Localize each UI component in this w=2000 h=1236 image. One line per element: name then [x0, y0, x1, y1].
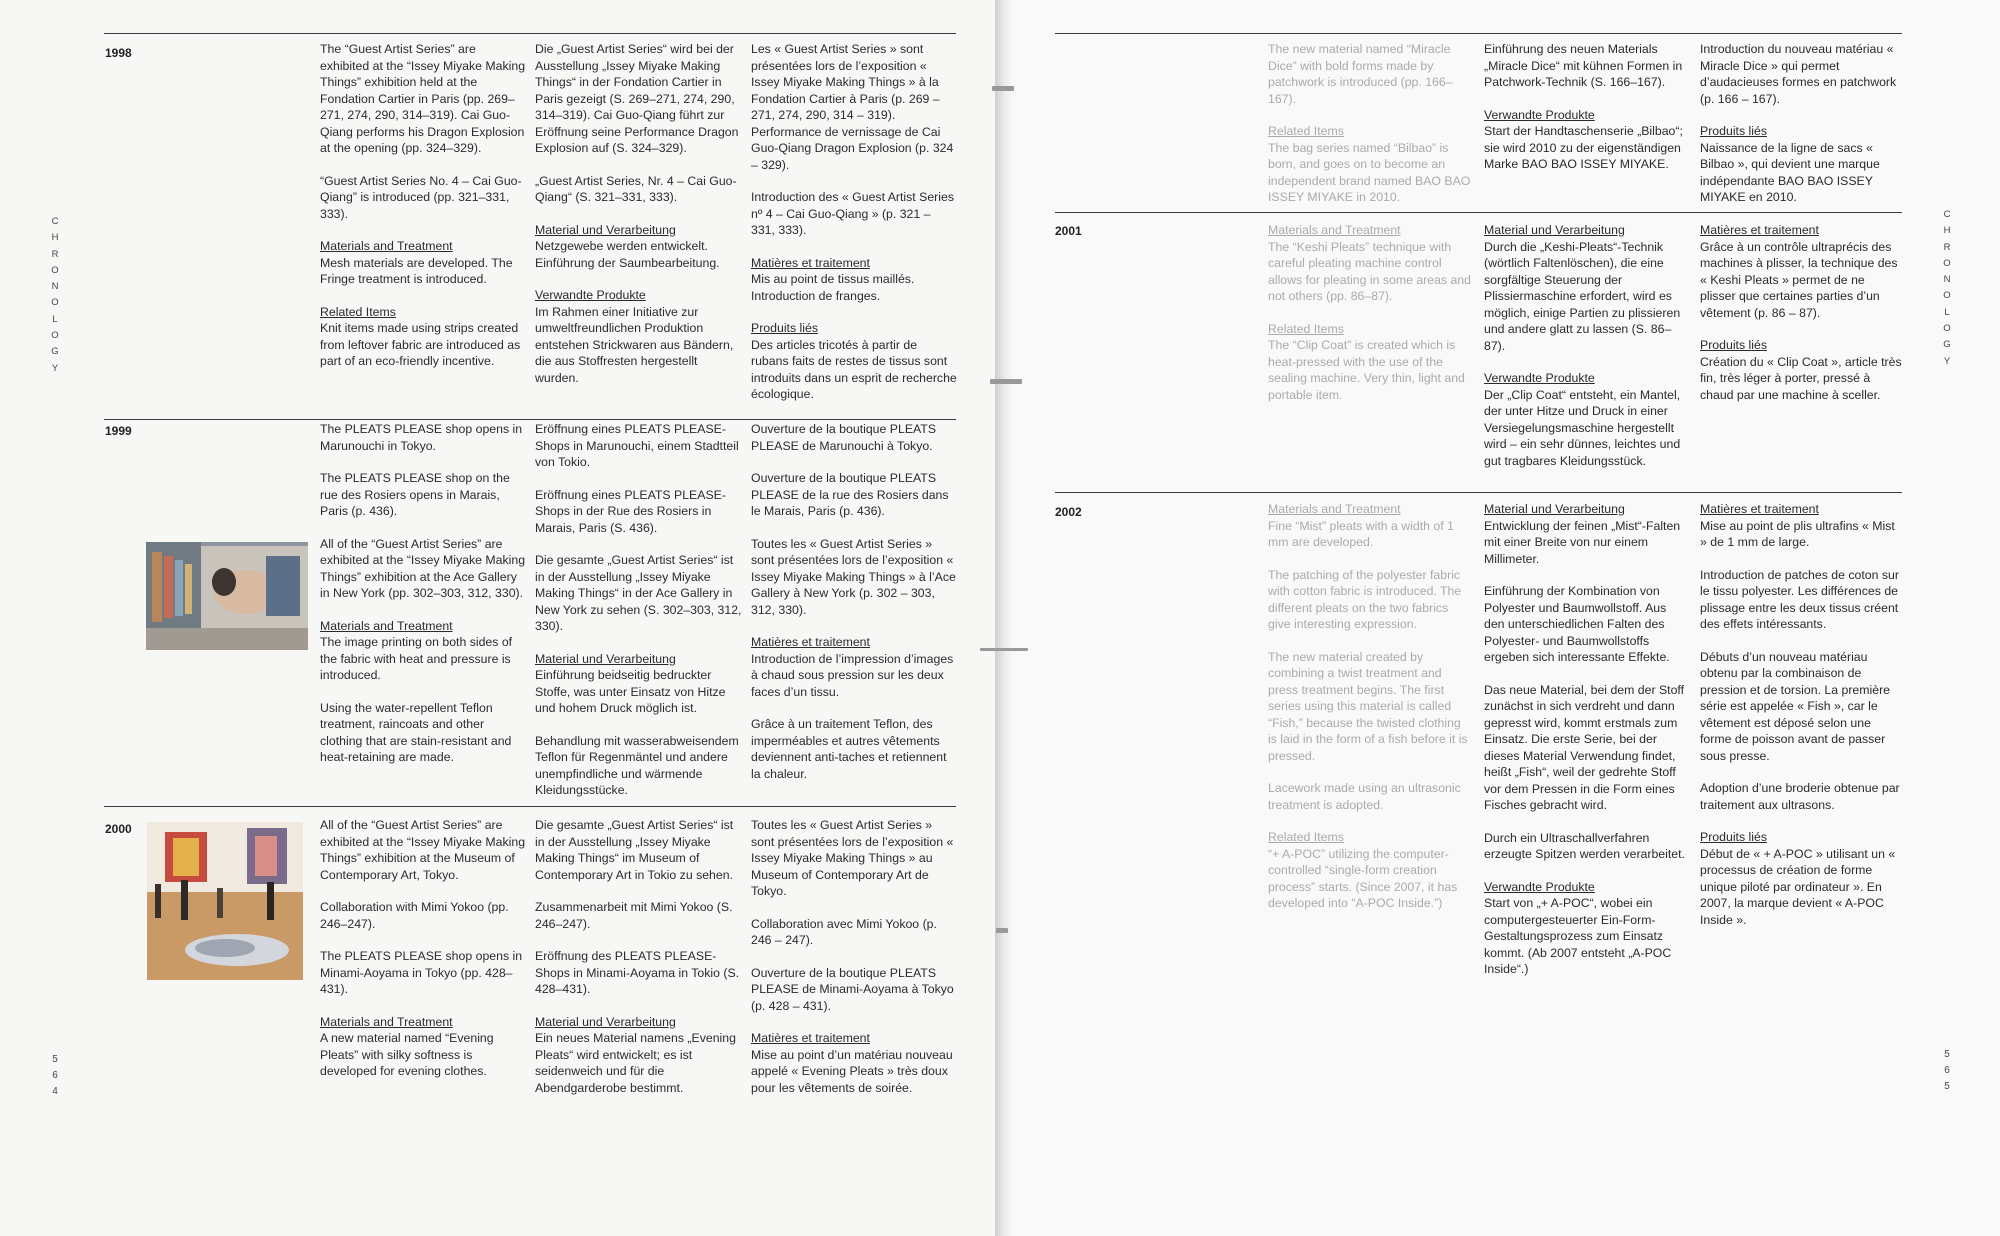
- paragraph: [751, 421, 957, 454]
- entry-fr: [751, 41, 957, 419]
- paragraph-text: The PLEATS PLEASE shop on the rue des Rosiers opens in Marais, Paris (p. 436).: [320, 471, 510, 518]
- paragraph-text: Der „Clip Coat“ entsteht, ein Mantel, der unter Hitze und Druck in einer Versiegelungsmaschine hergestellt wird – ein sehr dünnes, leichtes und gut tragbares Kleidungsstück.: [1484, 387, 1681, 468]
- entry-en: [320, 421, 526, 782]
- paragraph-text: Mesh materials are developed. The Fringe treatment is introduced.: [320, 255, 513, 286]
- year-label: 2002: [1055, 505, 1082, 519]
- page-number-right: [1941, 1047, 1953, 1095]
- section-heading: Matières et traitement: [751, 1031, 870, 1045]
- paragraph-text: Die gesamte „Guest Artist Series“ ist in der Ausstellung „Issey Miyake Making Things“ in der Ace Gallery in New York zu sehen (S. 302–303, 312, 330).: [535, 553, 742, 633]
- section-heading: Matières et traitement: [1700, 223, 1819, 237]
- side-letter: N: [1943, 274, 1951, 286]
- side-letter: 6: [1944, 1065, 1950, 1076]
- year-label: 1999: [105, 424, 132, 438]
- paragraph: [1268, 780, 1472, 813]
- section-heading: Materials and Treatment: [320, 618, 453, 633]
- section-paragraph: [320, 618, 526, 684]
- section-paragraph: [535, 287, 743, 386]
- entry-de: [535, 421, 743, 815]
- paragraph-text: The new material created by combining a twist treatment and press treatment begins. The first series using this material is called “Fish,” because the twisted clothing is laid in the form of a fish before it is pressed.: [1268, 649, 1468, 763]
- section-paragraph: [1484, 107, 1690, 173]
- section-paragraph: [1484, 879, 1690, 978]
- paragraph: [1268, 41, 1472, 107]
- side-letter: C: [1943, 209, 1951, 220]
- paragraph: [1700, 780, 1902, 813]
- section-heading: Matières et traitement: [751, 635, 870, 649]
- paragraph-text: „Guest Artist Series, Nr. 4 – Cai Guo-Qiang“ (S. 321–331, 333).: [535, 173, 737, 204]
- paragraph-text: Naissance de la ligne de sacs « Bilbao », qui devient une marque indépendante BAO BAO ISSEY MIYAKE en 2010.: [1700, 140, 1880, 204]
- paragraph-text: Création du « Clip Coat », article très fin, très léger à porter, pressé à chaud par une machine à sceller.: [1700, 354, 1902, 402]
- side-letter: O: [51, 264, 59, 276]
- paragraph: [535, 899, 743, 932]
- paragraph-text: “Guest Artist Series No. 4 – Cai Guo-Qiang” is introduced (pp. 321–331, 333).: [320, 173, 522, 221]
- year-label: 2000: [105, 822, 132, 836]
- side-letter: L: [52, 313, 58, 325]
- binder-clip: [980, 648, 1028, 651]
- paragraph-text: Ouverture de la boutique PLEATS PLEASE de la rue des Rosiers dans le Marais, Paris (p. 436).: [751, 471, 949, 518]
- section-heading: Materials and Treatment: [1268, 502, 1401, 516]
- section-heading: Material und Verarbeitung: [535, 222, 676, 237]
- paragraph: [1484, 682, 1690, 814]
- section-paragraph: [1484, 370, 1690, 469]
- side-letter: H: [1943, 225, 1951, 237]
- paragraph-text: Adoption d’une broderie obtenue par traitement aux ultrasons.: [1700, 781, 1900, 812]
- section-paragraph: [751, 634, 957, 700]
- paragraph: [535, 733, 743, 799]
- rule-2002: [1055, 492, 1902, 493]
- page-number-left: [49, 1052, 61, 1100]
- entry-en: [1268, 222, 1472, 419]
- section-heading: Materials and Treatment: [320, 1014, 453, 1029]
- entry-en: [320, 817, 526, 1096]
- paragraph: [751, 817, 957, 900]
- section-paragraph: [1700, 337, 1902, 403]
- paragraph: [751, 470, 957, 520]
- paragraph-text: Das neue Material, bei dem der Stoff zunächst in sich verdreht und dann gepresst wird, kommt erstmals zum Einsatz. Die erste Serie, bei der dieses Material Verwendung findet, heißt „Fish“, weil der gedrehte Stoff vor dem Pressen in die Form eines Fisches gebracht wird.: [1484, 682, 1685, 812]
- paragraph-text: Collaboration avec Mimi Yokoo (p. 246 – 247).: [751, 916, 937, 947]
- section-heading: Produits liés: [751, 321, 818, 335]
- paragraph-text: Introduction des « Guest Artist Series nº 4 – Cai Guo-Qiang » (p. 321 – 331, 333).: [751, 190, 955, 237]
- paragraph: [751, 916, 957, 949]
- paragraph: [535, 948, 743, 998]
- paragraph: [320, 421, 526, 454]
- paragraph-text: Netzgewebe werden entwickelt. Einführung der Saumbearbeitung.: [535, 239, 720, 270]
- section-paragraph: [1484, 222, 1690, 354]
- paragraph: [751, 536, 957, 619]
- entry-de: [1484, 222, 1690, 485]
- entry-en: [1268, 501, 1472, 928]
- section-paragraph: [751, 320, 957, 403]
- entry-de: [1484, 41, 1690, 189]
- section-heading: Produits liés: [1700, 338, 1767, 352]
- paragraph: [1700, 41, 1902, 107]
- paragraph-text: Zusammenarbeit mit Mimi Yokoo (S. 246–247).: [535, 900, 733, 931]
- paragraph-text: Using the water-repellent Teflon treatment, raincoats and other clothing that are stain-resistant and heat-retaining are made.: [320, 700, 512, 764]
- paragraph-text: Collaboration with Mimi Yokoo (pp. 246–247).: [320, 900, 509, 931]
- paragraph: [751, 41, 957, 173]
- paragraph-text: The “Guest Artist Series” are exhibited at the “Issey Miyake Making Things” exhibition held at the Fondation Cartier in Paris (pp. 269–271, 274, 290, 314–319). Cai Guo-Qiang performs his Dragon Explosion at the opening (pp. 324–329).: [320, 42, 526, 155]
- paragraph-text: Ouverture de la boutique PLEATS PLEASE de Minami-Aoyama à Tokyo (p. 428 – 431).: [751, 965, 954, 1013]
- paragraph-text: The PLEATS PLEASE shop opens in Minami-Aoyama in Tokyo (pp. 428–431).: [320, 949, 523, 996]
- side-letter: G: [1943, 339, 1951, 351]
- section-paragraph: [1268, 321, 1472, 404]
- paragraph-text: Lacework made using an ultrasonic treatment is adopted.: [1268, 781, 1461, 812]
- section-heading: Material und Verarbeitung: [535, 651, 676, 666]
- paragraph: [751, 716, 957, 782]
- section-heading: Material und Verarbeitung: [1484, 502, 1625, 516]
- binder-clip: [992, 86, 1014, 91]
- entry-en: [1268, 41, 1472, 222]
- section-heading: Verwandte Produkte: [1484, 371, 1595, 385]
- paragraph-text: All of the “Guest Artist Series” are exhibited at the “Issey Miyake Making Things” exhibition at the Ace Gallery in New York (pp. 302–303, 312, 330).: [320, 536, 526, 600]
- section-heading: Material und Verarbeitung: [1484, 223, 1625, 237]
- paragraph: [535, 487, 743, 537]
- paragraph-text: The “Keshi Pleats” technique with careful pleating machine control allows for pleating in some areas and not others (pp. 86–87).: [1268, 239, 1472, 303]
- chronology-side-label-left: [49, 214, 61, 377]
- paragraph: [1700, 567, 1902, 633]
- paragraph-text: Start der Handtaschenserie „Bilbao“; sie wird 2010 zu der eigenständigen Marke BAO BAO ISSEY MIYAKE.: [1484, 124, 1683, 171]
- paragraph-text: Introduction de patches de coton sur le tissu polyester. Les différences de plissage entre les deux tissus créent des effets intéressants.: [1700, 567, 1899, 631]
- section-paragraph: [320, 1014, 526, 1080]
- paragraph-text: Knit items made using strips created from leftover fabric are introduced as part of an eco-friendly incentive.: [320, 321, 521, 368]
- entry-de: [1484, 501, 1690, 994]
- section-heading: Related Items: [1268, 321, 1344, 336]
- side-letter: O: [51, 297, 59, 309]
- paragraph-text: Mis au point de tissus maillés. Introduction de franges.: [751, 272, 915, 303]
- paragraph-text: Des articles tricotés à partir de rubans faits de restes de tissus sont introduits dans un esprit de recherche écologique.: [751, 337, 957, 401]
- entry-fr: [751, 421, 957, 798]
- paragraph-text: Einführung beidseitig bedruckter Stoffe, was unter Einsatz von Hitze und hohem Druck möglich ist.: [535, 668, 726, 715]
- paragraph: [1700, 649, 1902, 765]
- paragraph: [535, 817, 743, 883]
- book-gutter: [995, 0, 1011, 1236]
- entry-fr: [1700, 501, 1902, 944]
- binder-clip: [990, 379, 1022, 384]
- paragraph-text: Die gesamte „Guest Artist Series“ ist in der Ausstellung „Issey Miyake Making Things“ im Museum of Contemporary Art in Tokio zu sehen.: [535, 818, 734, 882]
- side-letter: C: [51, 216, 59, 227]
- section-heading: Verwandte Produkte: [1484, 879, 1595, 894]
- side-letter: O: [1943, 323, 1951, 335]
- section-heading: Related Items: [1268, 124, 1344, 138]
- section-paragraph: [1700, 123, 1902, 206]
- paragraph-text: All of the “Guest Artist Series” are exhibited at the “Issey Miyake Making Things” exhibition at the Museum of Contemporary Art, Tokyo.: [320, 818, 526, 882]
- section-heading: Related Items: [1268, 830, 1344, 844]
- side-letter: 4: [52, 1086, 58, 1097]
- paragraph-text: The patching of the polyester fabric with cotton fabric is introduced. The different pleats on the two fabrics give interesting expression.: [1268, 567, 1462, 631]
- paragraph-text: Ouverture de la boutique PLEATS PLEASE de Marunouchi à Tokyo.: [751, 422, 937, 453]
- paragraph: [1268, 567, 1472, 633]
- paragraph: [320, 470, 526, 520]
- section-paragraph: [1268, 501, 1472, 551]
- paragraph-text: The PLEATS PLEASE shop opens in Marunouchi in Tokyo.: [320, 422, 523, 453]
- entry-de: [535, 41, 743, 402]
- paragraph-text: The new material named “Miracle Dice” with bold forms made by patchwork is introduced (pp. 166–167).: [1268, 42, 1453, 106]
- side-letter: 5: [52, 1054, 58, 1065]
- side-letter: Y: [51, 362, 59, 374]
- paragraph-text: A new material named “Evening Pleats” with silky softness is developed for evening clothes.: [320, 1031, 494, 1078]
- side-letter: H: [51, 232, 59, 244]
- section-heading: Material und Verarbeitung: [535, 1014, 676, 1029]
- section-heading: Materials and Treatment: [320, 239, 453, 253]
- paragraph-text: The bag series named “Bilbao” is born, and goes on to become an independent brand named BAO BAO ISSEY MIYAKE in 2010.: [1268, 140, 1471, 204]
- paragraph-text: Introduction du nouveau matériau « Miracle Dice » qui permet d’audacieuses formes en patchwork (p. 166 – 167).: [1700, 42, 1897, 106]
- rule-2000: [104, 806, 956, 807]
- section-paragraph: [751, 255, 957, 305]
- section-paragraph: [320, 304, 526, 370]
- side-letter: L: [1944, 306, 1950, 318]
- section-paragraph: [1700, 829, 1902, 928]
- paragraph-text: Eröffnung eines PLEATS PLEASE-Shops in der Rue des Rosiers in Marais, Paris (S. 436).: [535, 487, 726, 535]
- entry-fr: [751, 817, 957, 1112]
- side-letter: R: [51, 248, 59, 260]
- paragraph-text: Behandlung mit wasserabweisendem Teflon für Regenmäntel und andere unempfindliche und wärmende Kleidungsstücke.: [535, 733, 739, 797]
- paragraph-text: “+ A-POC” utilizing the computer-controlled “single-form creation process” starts. (Since 2007, it has developed into “A-POC Inside.”): [1268, 846, 1458, 910]
- paragraph: [535, 421, 743, 471]
- paragraph: [320, 173, 526, 223]
- paragraph-text: Mise au point d’un matériau nouveau appelé « Evening Pleats » très doux pour les vêtements de soirée.: [751, 1047, 953, 1095]
- entry-en: [320, 41, 526, 386]
- paragraph: [320, 536, 526, 602]
- rule-top-right: [1055, 33, 1902, 34]
- year-label: 1998: [105, 46, 132, 60]
- paragraph-text: Entwicklung der feinen „Mist“-Falten mit einer Breite von nur einem Millimeter.: [1484, 518, 1681, 566]
- paragraph: [751, 965, 957, 1015]
- exhibition-photo-museum-tokyo: [147, 822, 303, 980]
- entry-fr: [1700, 222, 1902, 419]
- section-paragraph: [1268, 123, 1472, 206]
- paragraph-text: Start von „+ A-POC“, wobei ein computergesteuerter Ein-Form-Gestaltungsprozess zum Einsatz kommt. (Ab 2007 entsteht „A-POC Inside“.): [1484, 896, 1672, 976]
- paragraph-text: Fine “Mist” pleats with a width of 1 mm are developed.: [1268, 518, 1454, 549]
- paragraph: [320, 817, 526, 883]
- section-heading: Matières et traitement: [751, 255, 870, 270]
- side-letter: 5: [1944, 1081, 1950, 1092]
- paragraph: [320, 41, 526, 157]
- section-paragraph: [1700, 222, 1902, 321]
- paragraph: [751, 189, 957, 239]
- section-heading: Materials and Treatment: [1268, 223, 1401, 237]
- section-paragraph: [751, 1030, 957, 1096]
- year-label: 2001: [1055, 224, 1082, 238]
- side-letter: G: [51, 346, 59, 358]
- paragraph-text: Introduction de l’impression d’images à chaud sous pression sur les deux faces d’un tissu.: [751, 651, 954, 699]
- paragraph-text: Einführung der Kombination von Polyester und Baumwollstoff. Aus den unterschiedlichen Falten des Polyester- und Baumwollstoffs ergeben sich interessante Effekte.: [1484, 584, 1670, 664]
- section-paragraph: [535, 1014, 743, 1097]
- paragraph-text: Ein neues Material namens „Evening Pleats“ wird entwickelt; es ist seidenweich und für die Abendgarderobe bestimmt.: [535, 1031, 736, 1095]
- paragraph: [535, 173, 743, 206]
- paragraph: [1268, 649, 1472, 765]
- side-letter: Y: [1943, 355, 1951, 367]
- paragraph-text: Eröffnung eines PLEATS PLEASE-Shops in Marunouchi, einem Stadtteil von Tokio.: [535, 422, 739, 469]
- side-letter: O: [51, 330, 59, 342]
- section-heading: Verwandte Produkte: [1484, 107, 1595, 122]
- rule-top-left: [104, 33, 956, 34]
- paragraph-text: The “Clip Coat” is created which is heat-pressed with the use of the sealing machine. Very thin, light and portable item.: [1268, 338, 1465, 402]
- paragraph-text: Grâce à un traitement Teflon, des imperméables et autres vêtements deviennent anti-taches et retiennent la chaleur.: [751, 717, 947, 781]
- section-paragraph: [1700, 501, 1902, 551]
- side-letter: R: [1943, 241, 1951, 253]
- paragraph-text: Début de « + A-POC » utilisant un « processus de création de forme unique piloté par ordinateur ». En 2007, la marque devient « A-POC Inside ».: [1700, 846, 1896, 927]
- section-heading: Related Items: [320, 304, 396, 319]
- chronology-side-label-right: [1941, 207, 1953, 370]
- exhibition-photo-ace-gallery: [146, 542, 308, 650]
- paragraph-text: Mise au point de plis ultrafins « Mist » de 1 mm de large.: [1700, 518, 1895, 549]
- side-letter: N: [51, 281, 59, 293]
- paragraph-text: Eröffnung des PLEATS PLEASE-Shops in Minami-Aoyama in Tokio (S. 428–431).: [535, 949, 740, 996]
- section-heading: Verwandte Produkte: [535, 288, 646, 302]
- paragraph-text: Débuts d’un nouveau matériau obtenu par la combinaison de pression et de torsion. La première série est appelée « Fish », car le vêtement est déposé selon une forme de poisson avant de passer sous presse.: [1700, 649, 1891, 763]
- section-paragraph: [535, 222, 743, 272]
- side-letter: 5: [1944, 1049, 1950, 1060]
- entry-de: [535, 817, 743, 1112]
- paragraph: [1484, 41, 1690, 91]
- paragraph: [320, 700, 526, 766]
- side-letter: O: [1943, 290, 1951, 302]
- paragraph-text: Durch ein Ultraschallverfahren erzeugte Spitzen werden verarbeitet.: [1484, 830, 1685, 861]
- paragraph-text: Grâce à un contrôle ultraprécis des machines à plisser, la technique des « Keshi Pleats » permet de ne plisser que certaines parties d’un vêtement (p. 86 – 87).: [1700, 239, 1898, 320]
- paragraph-text: Toutes les « Guest Artist Series » sont présentées lors de l’exposition « Issey Miyake Making Things » au Museum of Contemporary Art de Tokyo.: [751, 818, 954, 898]
- section-paragraph: [535, 651, 743, 717]
- section-paragraph: [320, 238, 526, 288]
- side-letter: 6: [52, 1070, 58, 1081]
- rule-1999: [104, 419, 956, 420]
- paragraph: [320, 948, 526, 998]
- paragraph: [320, 899, 526, 932]
- paragraph: [1484, 583, 1690, 666]
- section-paragraph: [1268, 829, 1472, 912]
- paragraph-text: Toutes les « Guest Artist Series » sont présentées lors de l’exposition « Issey Miyake Making Things » à l’Ace Gallery à New York (p. 302 – 303, 312, 330).: [751, 536, 956, 617]
- paragraph-text: Im Rahmen einer Initiative zur umweltfreundlichen Produktion entstehen Strickwaren aus Bändern, die aus Stoffresten hergestellt wurden.: [535, 304, 734, 385]
- paragraph: [535, 41, 743, 157]
- paragraph: [535, 552, 743, 635]
- binder-clip: [996, 928, 1008, 933]
- section-heading: Produits liés: [1700, 830, 1767, 844]
- side-letter: O: [1943, 257, 1951, 269]
- paragraph-text: Les « Guest Artist Series » sont présentées lors de l’exposition « Issey Miyake Making Things » à la Fondation Cartier à Paris (p. 269 – 271, 274, 290, 314 – 319). Performance de vernissage de Cai Guo-Qiang Dragon Explosion (p. 324 – 329).: [751, 42, 954, 172]
- paragraph-text: Durch die „Keshi-Pleats“-Technik (wörtlich Faltenlöschen), die eine sorgfältige Steuerung der Plissiermaschine erfordert, wird es möglich, einige Partien zu plissieren und andere glatt zu lassen (S. 86–87).: [1484, 239, 1681, 353]
- entry-fr: [1700, 41, 1902, 222]
- section-heading: Produits liés: [1700, 124, 1767, 138]
- paragraph-text: Die „Guest Artist Series“ wird bei der Ausstellung „Issey Miyake Making Things“ in der Fondation Cartier in Paris gezeigt (S. 269–271, 274, 290, 314–319). Cai Guo-Qiang führt zur Eröffnung seine Performance Dragon Explosion auf (S. 324–329).: [535, 42, 739, 155]
- section-heading: Matières et traitement: [1700, 502, 1819, 516]
- paragraph-text: Einführung des neuen Materials „Miracle Dice“ mit kühnen Formen in Patchwork-Technik (S. 166–167).: [1484, 42, 1683, 89]
- section-paragraph: [1268, 222, 1472, 305]
- paragraph-text: The image printing on both sides of the fabric with heat and pressure is introduced.: [320, 635, 513, 682]
- paragraph: [1484, 830, 1690, 863]
- section-paragraph: [1484, 501, 1690, 567]
